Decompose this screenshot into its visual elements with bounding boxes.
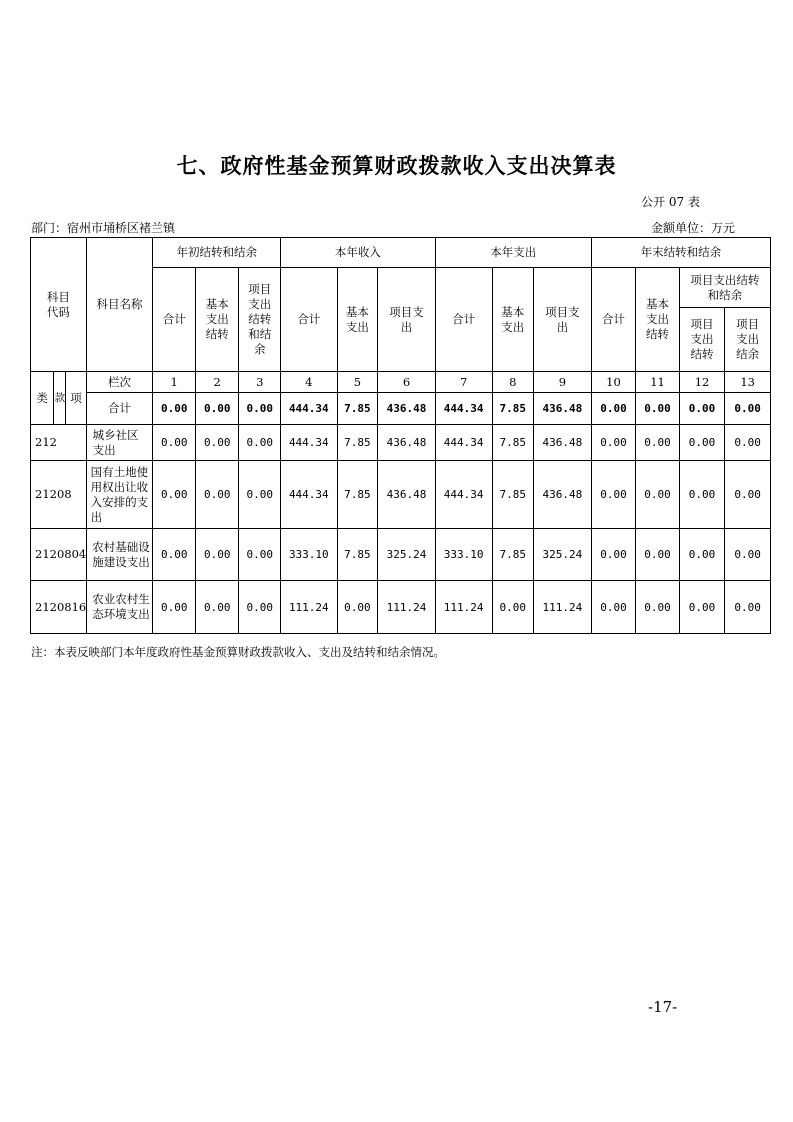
row-cell: 0.00 [195, 425, 239, 461]
department-label: 部门：宿州市埇桥区褚兰镇 [31, 221, 176, 235]
col-number: 2 [195, 372, 239, 393]
row-cell: 0.00 [195, 581, 239, 634]
row-code: 21208 [31, 461, 87, 529]
total-cell: 0.00 [636, 393, 680, 425]
header-col: 项目支出 [534, 268, 592, 372]
row-cell: 7.85 [492, 425, 534, 461]
header-group-expense: 本年支出 [435, 238, 591, 268]
row-cell: 0.00 [492, 581, 534, 634]
row-cell: 7.85 [337, 425, 377, 461]
row-cell: 7.85 [492, 461, 534, 529]
header-col: 项目支出结转和结余 [239, 268, 281, 372]
total-cell: 0.00 [239, 393, 281, 425]
row-cell: 0.00 [337, 581, 377, 634]
header-col: 合计 [280, 268, 337, 372]
total-cell: 7.85 [337, 393, 377, 425]
row-cell: 0.00 [239, 581, 281, 634]
row-cell: 111.24 [534, 581, 592, 634]
unit-label: 金额单位：万元 [650, 221, 735, 235]
table-row [31, 581, 771, 634]
total-label: 合计 [86, 393, 153, 425]
row-cell: 444.34 [435, 425, 492, 461]
row-cell: 111.24 [280, 581, 337, 634]
total-cell: 444.34 [280, 393, 337, 425]
row-cell: 0.00 [591, 461, 636, 529]
row-cell: 325.24 [378, 529, 436, 581]
col-number: 11 [636, 372, 680, 393]
row-cell: 0.00 [591, 581, 636, 634]
row-cell: 0.00 [636, 461, 680, 529]
row-cell: 0.00 [239, 529, 281, 581]
row-name: 国有土地使用权出让收入安排的支出 [86, 461, 153, 529]
budget-table [30, 237, 771, 634]
col-number: 12 [679, 372, 725, 393]
header-col: 基本支出 [492, 268, 534, 372]
row-cell: 0.00 [195, 529, 239, 581]
header-col: 项目支出 [378, 268, 436, 372]
header-subject-code: 科目代码 [31, 238, 87, 372]
row-cell: 0.00 [153, 581, 196, 634]
row-cell: 0.00 [636, 425, 680, 461]
row-cell: 0.00 [636, 529, 680, 581]
col-number: 9 [534, 372, 592, 393]
row-cell: 0.00 [239, 425, 281, 461]
row-cell: 444.34 [280, 425, 337, 461]
row-cell: 436.48 [534, 425, 592, 461]
total-cell: 0.00 [591, 393, 636, 425]
row-cell: 333.10 [435, 529, 492, 581]
row-cell: 0.00 [725, 461, 771, 529]
row-cell: 444.34 [435, 461, 492, 529]
total-cell: 7.85 [492, 393, 534, 425]
header-col: 合计 [153, 268, 196, 372]
row-cell: 0.00 [591, 529, 636, 581]
header-lanci: 栏次 [86, 372, 153, 393]
col-number: 13 [725, 372, 771, 393]
header-col: 项目支出结余 [725, 308, 771, 372]
total-cell: 0.00 [679, 393, 725, 425]
col-number: 7 [435, 372, 492, 393]
total-cell: 436.48 [534, 393, 592, 425]
col-number: 8 [492, 372, 534, 393]
form-number: 公开 07 表 [641, 195, 700, 209]
row-cell: 7.85 [337, 529, 377, 581]
row-code: 212 [31, 425, 87, 461]
row-cell: 0.00 [725, 581, 771, 634]
total-cell: 0.00 [725, 393, 771, 425]
row-cell: 0.00 [153, 425, 196, 461]
row-name: 城乡社区支出 [86, 425, 153, 461]
col-number: 10 [591, 372, 636, 393]
page-title: 七、政府性基金预算财政拨款收入支出决算表 [176, 154, 617, 178]
header-col: 基本支出结转 [195, 268, 239, 372]
table-note: 注：本表反映部门本年度政府性基金预算财政拨款收入、支出及结转和结余情况。 [31, 645, 445, 659]
row-cell: 0.00 [725, 529, 771, 581]
table-row [31, 529, 771, 581]
header-project-group: 项目支出结转和结余 [679, 268, 770, 308]
header-col: 合计 [591, 268, 636, 372]
col-number: 1 [153, 372, 196, 393]
row-code: 2120816 [31, 581, 87, 634]
col-number: 6 [378, 372, 436, 393]
row-cell: 0.00 [725, 425, 771, 461]
row-cell: 436.48 [378, 461, 436, 529]
header-kuan: 款 [54, 372, 66, 425]
row-cell: 7.85 [337, 461, 377, 529]
row-name: 农业农村生态环境支出 [86, 581, 153, 634]
row-cell: 436.48 [534, 461, 592, 529]
row-cell: 0.00 [195, 461, 239, 529]
row-cell: 436.48 [378, 425, 436, 461]
row-cell: 0.00 [679, 461, 725, 529]
row-code: 2120804 [31, 529, 87, 581]
row-cell: 0.00 [153, 529, 196, 581]
row-cell: 7.85 [492, 529, 534, 581]
total-cell: 0.00 [195, 393, 239, 425]
header-xiang: 项 [66, 372, 86, 425]
page-number: -17- [648, 998, 678, 1016]
row-name: 农村基础设施建设支出 [86, 529, 153, 581]
row-cell: 0.00 [153, 461, 196, 529]
row-cell: 0.00 [239, 461, 281, 529]
row-cell: 0.00 [679, 529, 725, 581]
header-group-opening: 年初结转和结余 [153, 238, 281, 268]
row-cell: 0.00 [679, 425, 725, 461]
header-col: 基本支出 [337, 268, 377, 372]
header-col: 基本支出结转 [636, 268, 680, 372]
header-col: 项目支出结转 [679, 308, 725, 372]
row-cell: 0.00 [636, 581, 680, 634]
header-subject-name: 科目名称 [86, 238, 153, 372]
row-cell: 333.10 [280, 529, 337, 581]
total-cell: 444.34 [435, 393, 492, 425]
total-cell: 436.48 [378, 393, 436, 425]
col-number: 3 [239, 372, 281, 393]
row-cell: 0.00 [591, 425, 636, 461]
col-number: 5 [337, 372, 377, 393]
table-row [31, 461, 771, 529]
row-cell: 111.24 [378, 581, 436, 634]
row-cell: 0.00 [679, 581, 725, 634]
header-lei: 类 [31, 372, 54, 425]
col-number: 4 [280, 372, 337, 393]
total-row [31, 393, 771, 425]
row-cell: 325.24 [534, 529, 592, 581]
row-cell: 444.34 [280, 461, 337, 529]
total-cell: 0.00 [153, 393, 196, 425]
header-group-income: 本年收入 [280, 238, 435, 268]
table-row [31, 425, 771, 461]
row-cell: 111.24 [435, 581, 492, 634]
header-col: 合计 [435, 268, 492, 372]
header-group-closing: 年末结转和结余 [591, 238, 770, 268]
